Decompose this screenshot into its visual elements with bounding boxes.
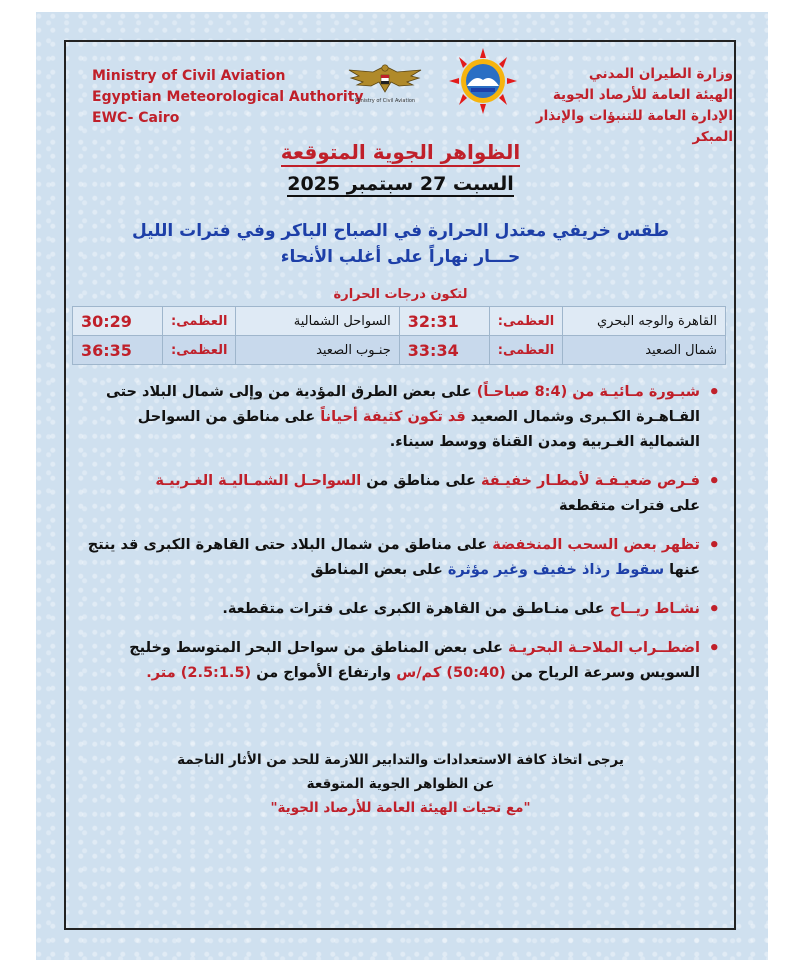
fog-areas: على مناطق من السواحل الشمالية الغـربية ومدن القناة ووسط سيناء. xyxy=(137,409,700,450)
wave-height-value: (2.5:1.5) متر. xyxy=(146,665,252,681)
rain-detail: على مناطق من xyxy=(361,473,481,489)
wind-speed-value: (50:40) كم/س xyxy=(396,665,506,681)
temperatures-label: لتكون درجات الحرارة xyxy=(333,287,468,302)
ministry-name-en: Ministry of Civil Aviation xyxy=(92,68,286,84)
rain-areas: السواحـل الشمـاليـة الغـربيـة xyxy=(155,473,362,489)
table-row xyxy=(73,336,726,365)
drizzle-note: سقوط رذاذ خفيف وغير مؤثرة xyxy=(447,562,665,578)
fog-headline: شبـورة مـائيـة من (8:4 صباحـاً) xyxy=(476,384,700,400)
summary-line-1: طقس خريفي معتدل الحرارة في الصباح الباكر وفي فترات الليل xyxy=(131,221,670,241)
list-item-navigation xyxy=(82,636,722,686)
header-arabic xyxy=(493,64,733,148)
region-cell: القاهرة والوجه البحري xyxy=(563,307,726,336)
max-temp-value: 36:35 xyxy=(73,336,163,365)
wind-headline: نشـاط ريــاح xyxy=(609,601,700,617)
rain-timing: على فترات متقطعة xyxy=(559,498,700,514)
region-cell: السواحل الشمالية xyxy=(236,307,399,336)
table-row xyxy=(73,307,726,336)
max-label-cell: العظمى: xyxy=(163,307,236,336)
fog-detail: على بعض الطرق المؤدية من وإلى شمال البلاد حتى القـاهـرة الكـبرى وشمال الصعيد xyxy=(105,384,700,425)
max-temp-value: 33:34 xyxy=(399,336,489,365)
list-item-rain xyxy=(82,469,722,519)
rain-headline: فـرص ضعيـفـة لأمطـار خفيـفة xyxy=(480,473,700,489)
weather-summary xyxy=(0,218,801,270)
wave-text: وارتفاع الأمواج من xyxy=(251,665,397,681)
page-title: الظواهر الجوية المتوقعة xyxy=(0,140,801,164)
closing-signature: "مع تحيات الهيئة العامة للأرصاد الجوية" xyxy=(270,800,531,816)
max-label-cell: العظمى: xyxy=(489,336,562,365)
header-english xyxy=(92,66,364,129)
list-item-wind xyxy=(82,597,722,622)
closing-note xyxy=(0,748,801,820)
clouds-areas: على بعض المناطق xyxy=(310,562,448,578)
closing-line-2: عن الظواهر الجوية المتوقعة xyxy=(306,776,495,792)
clouds-headline: تظهر بعض السحب المنخفضة xyxy=(492,537,700,553)
max-temp-value: 30:29 xyxy=(73,307,163,336)
closing-line-1: يرجى اتخاذ كافة الاستعدادات والتدابير اللازمة للحد من الأثار الناجمة xyxy=(177,752,624,768)
temperature-table xyxy=(72,306,726,365)
max-label-cell: العظمى: xyxy=(163,336,236,365)
list-item-clouds xyxy=(82,533,722,583)
center-name-ar: الإدارة العامة للتنبؤات والإنذار المبكر xyxy=(535,108,733,145)
wind-detail: على منـاطـق من القاهرة الكبرى على فترات متقطعة. xyxy=(222,601,610,617)
navigation-detail: على بعض المناطق من سواحل البحر المتوسط وخليج السويس وسرعة الرياح من xyxy=(129,640,700,681)
max-temp-value: 32:31 xyxy=(399,307,489,336)
max-label-cell: العظمى: xyxy=(489,307,562,336)
list-item-fog xyxy=(82,380,722,455)
summary-line-2: حـــار نهاراً على أغلب الأنحاء xyxy=(280,247,521,267)
ministry-eagle-logo xyxy=(345,58,425,108)
region-cell: شمال الصعيد xyxy=(563,336,726,365)
phenomena-list xyxy=(82,380,722,700)
authority-name-ar: الهيئة العامة للأرصاد الجوية xyxy=(552,87,733,103)
logo-caption: Ministry of Civil Aviation xyxy=(354,98,416,104)
forecast-date: السبت 27 سبتمبر 2025 xyxy=(287,173,514,195)
fog-warning: قد تكون كثيفة أحياناً xyxy=(320,409,466,425)
clouds-detail: على مناطق من شمال البلاد حتى القاهرة الكبرى قد ينتج عنها xyxy=(87,537,700,578)
region-cell: جنـوب الصعيد xyxy=(236,336,399,365)
center-name-en: EWC- Cairo xyxy=(92,110,180,126)
ministry-name-ar: وزارة الطيران المدني xyxy=(588,66,733,82)
navigation-headline: اضطــراب الملاحـة البحريـة xyxy=(507,640,700,656)
authority-name-en: Egyptian Meteorological Authority xyxy=(92,89,364,105)
